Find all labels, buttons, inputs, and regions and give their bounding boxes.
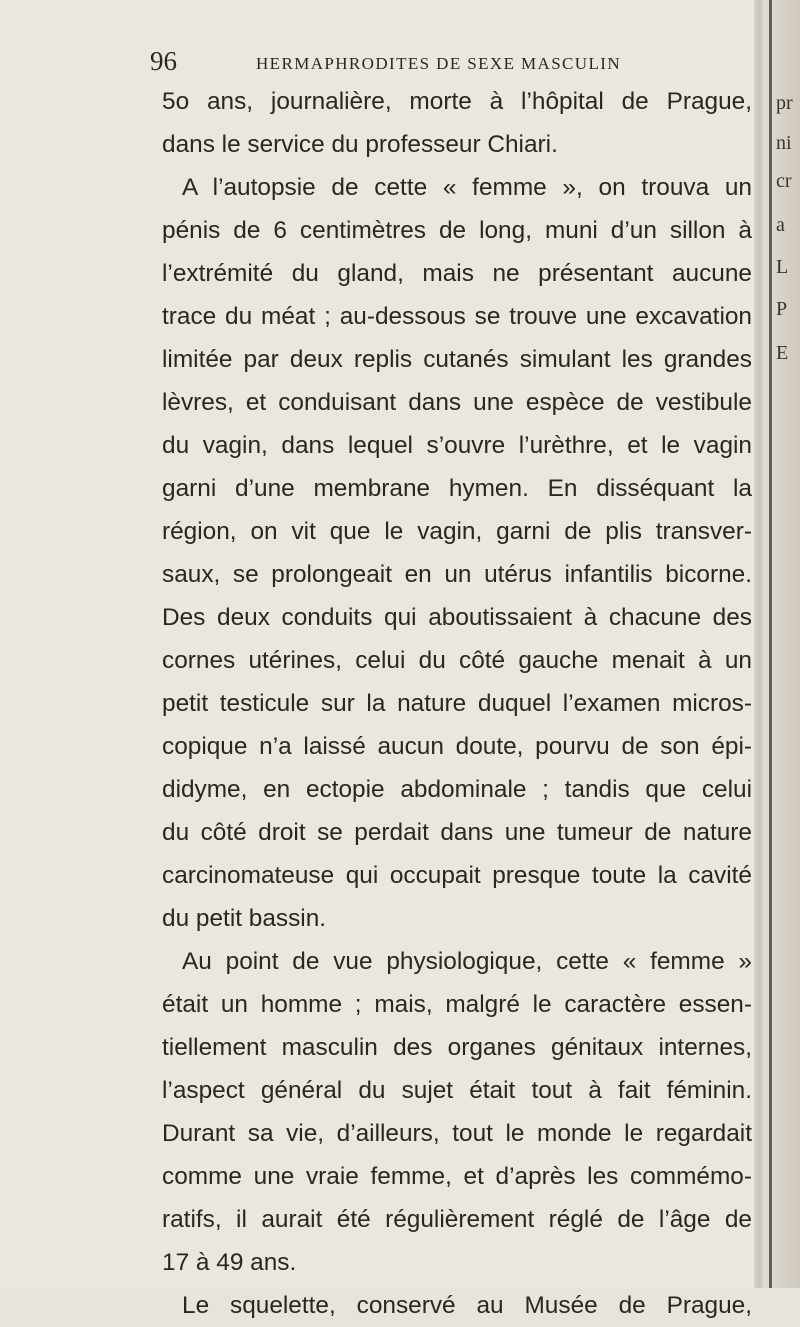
facing-page-fragment: E [776,342,789,364]
text-line: didyme, en ectopie abdominale ; tandis que celui [162,776,752,803]
text-line: trace du méat ; au-dessous se trouve une excavation [162,303,752,330]
text-line: Durant sa vie, d’ailleurs, tout le monde le regardait [162,1120,752,1147]
text-line: Au point de vue physiologique, cette « femme » [182,948,752,975]
text-line: comme une vraie femme, et d’après les commémo- [162,1163,752,1190]
facing-page-edge [754,0,800,1288]
facing-page-fragment: L [776,256,789,278]
page-header [150,46,710,76]
text-line: était un homme ; mais, malgré le caractère essen- [162,991,752,1018]
text-line: du côté droit se perdait dans une tumeur de nature [162,819,752,846]
text-line: petit testicule sur la nature duquel l’examen micros- [162,690,752,717]
page-number: 96 [150,46,177,76]
text-line: limitée par deux replis cutanés simulant les grandes [162,346,752,373]
text-line: 17 à 49 ans. [162,1249,297,1276]
text-line: 5o ans, journalière, morte à l’hôpital de Prague, [162,88,752,115]
text-line: région, on vit que le vagin, garni de plis transver- [162,518,752,545]
text-line: pénis de 6 centimètres de long, muni d’un sillon à [162,217,752,244]
text-line: garni d’une membrane hymen. En disséquant la [162,475,752,502]
text-line: du vagin, dans lequel s’ouvre l’urèthre, et le vagin [162,432,752,459]
body-text [162,80,752,1327]
text-line: saux, se prolongeait en un utérus infantilis bicorne. [162,561,752,588]
text-line: ratifs, il aurait été régulièrement réglé de l’âge de [162,1206,752,1233]
text-line: tiellement masculin des organes génitaux internes, [162,1034,752,1061]
text-line: carcinomateuse qui occupait presque toute la cavité [162,862,752,889]
text-line: cornes utérines, celui du côté gauche menait à un [162,647,752,674]
facing-page-fragment: a [776,214,785,236]
facing-page-fragment: P [776,298,788,320]
text-line: dans le service du professeur Chiari. [162,131,558,158]
facing-page-fragment: cr [776,170,792,192]
text-line: Le squelette, conservé au Musée de Prague, [182,1292,752,1319]
text-line: l’extrémité du gland, mais ne présentant aucune [162,260,752,287]
text-line: copique n’a laissé aucun doute, pourvu de son épi- [162,733,752,760]
facing-page-fragment: ni [776,132,792,154]
facing-page-fragment: pr [776,92,793,114]
text-line: l’aspect général du sujet était tout à fait féminin. [162,1077,752,1104]
text-line: A l’autopsie de cette « femme », on trouva un [182,174,752,201]
text-line: Des deux conduits qui aboutissaient à chacune des [162,604,752,631]
text-line: lèvres, et conduisant dans une espèce de vestibule [162,389,752,416]
text-line: du petit bassin. [162,905,327,932]
binding-shadow [769,0,772,1288]
running-title: HERMAPHRODITES DE SEXE MASCULIN [256,54,621,73]
